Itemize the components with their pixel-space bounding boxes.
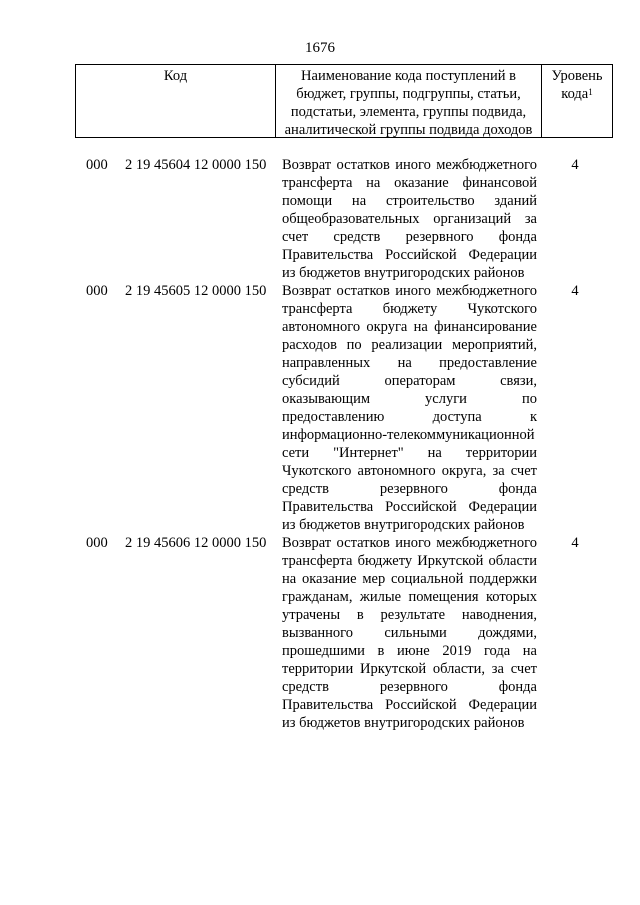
row-description: Возврат остатков иного межбюджетного трансферта бюджету Иркутской области на оказание мер социальной поддержки гражданам, жилые помещения которых утрачены в результате наводнения, вызванного сильными дождями, прошедшими в июне 2019 года на территории Иркутской области, за счет средств резервного фонда Правительства Российской Федерации из бюджетов внутригородских районов — [282, 535, 537, 731]
row-code: 2 19 45604 12 0000 150 — [125, 157, 267, 173]
header-level-label: Уровень кода — [551, 68, 603, 102]
table-header — [75, 64, 613, 138]
row-level: 4 — [571, 283, 579, 299]
header-name: Наименование кода поступлений в бюджет, группы, подгруппы, статьи, подстатьи, элемента, группы подвида, аналитической группы подвида доходов — [276, 65, 542, 137]
row-level: 4 — [571, 157, 579, 173]
header-code: Код — [76, 65, 276, 137]
row-code: 2 19 45606 12 0000 150 — [125, 535, 267, 551]
row-description: Возврат остатков иного межбюджетного трансферта бюджету Чукотского автономного округа на финансирование расходов по реализации мероприятий, направленных на предоставление субсидий операторам связи, оказывающим услуги по предоставлению доступа к информационно-телекоммуникационной сети "Интернет" на территории Чукотского автономного округа, за счет средств резервного фонда Правительства Российской Федерации из бюджетов внутригородских районов — [282, 283, 537, 533]
table-row — [0, 156, 640, 282]
row-description: Возврат остатков иного межбюджетного трансферта на оказание финансовой помощи на строительство зданий общеобразовательных организаций за счет средств резервного фонда Правительства Российской Федерации из бюджетов внутригородских районов — [282, 157, 537, 281]
header-level-footnote: 1 — [588, 87, 593, 97]
table-row — [0, 282, 640, 534]
table-row — [0, 534, 640, 732]
row-prefix: 000 — [86, 283, 108, 299]
table-body — [0, 156, 640, 732]
header-level — [542, 65, 612, 137]
row-prefix: 000 — [86, 157, 108, 173]
row-code: 2 19 45605 12 0000 150 — [125, 283, 267, 299]
row-prefix: 000 — [86, 535, 108, 551]
row-level: 4 — [571, 535, 579, 551]
page-number: 1676 — [305, 40, 335, 56]
